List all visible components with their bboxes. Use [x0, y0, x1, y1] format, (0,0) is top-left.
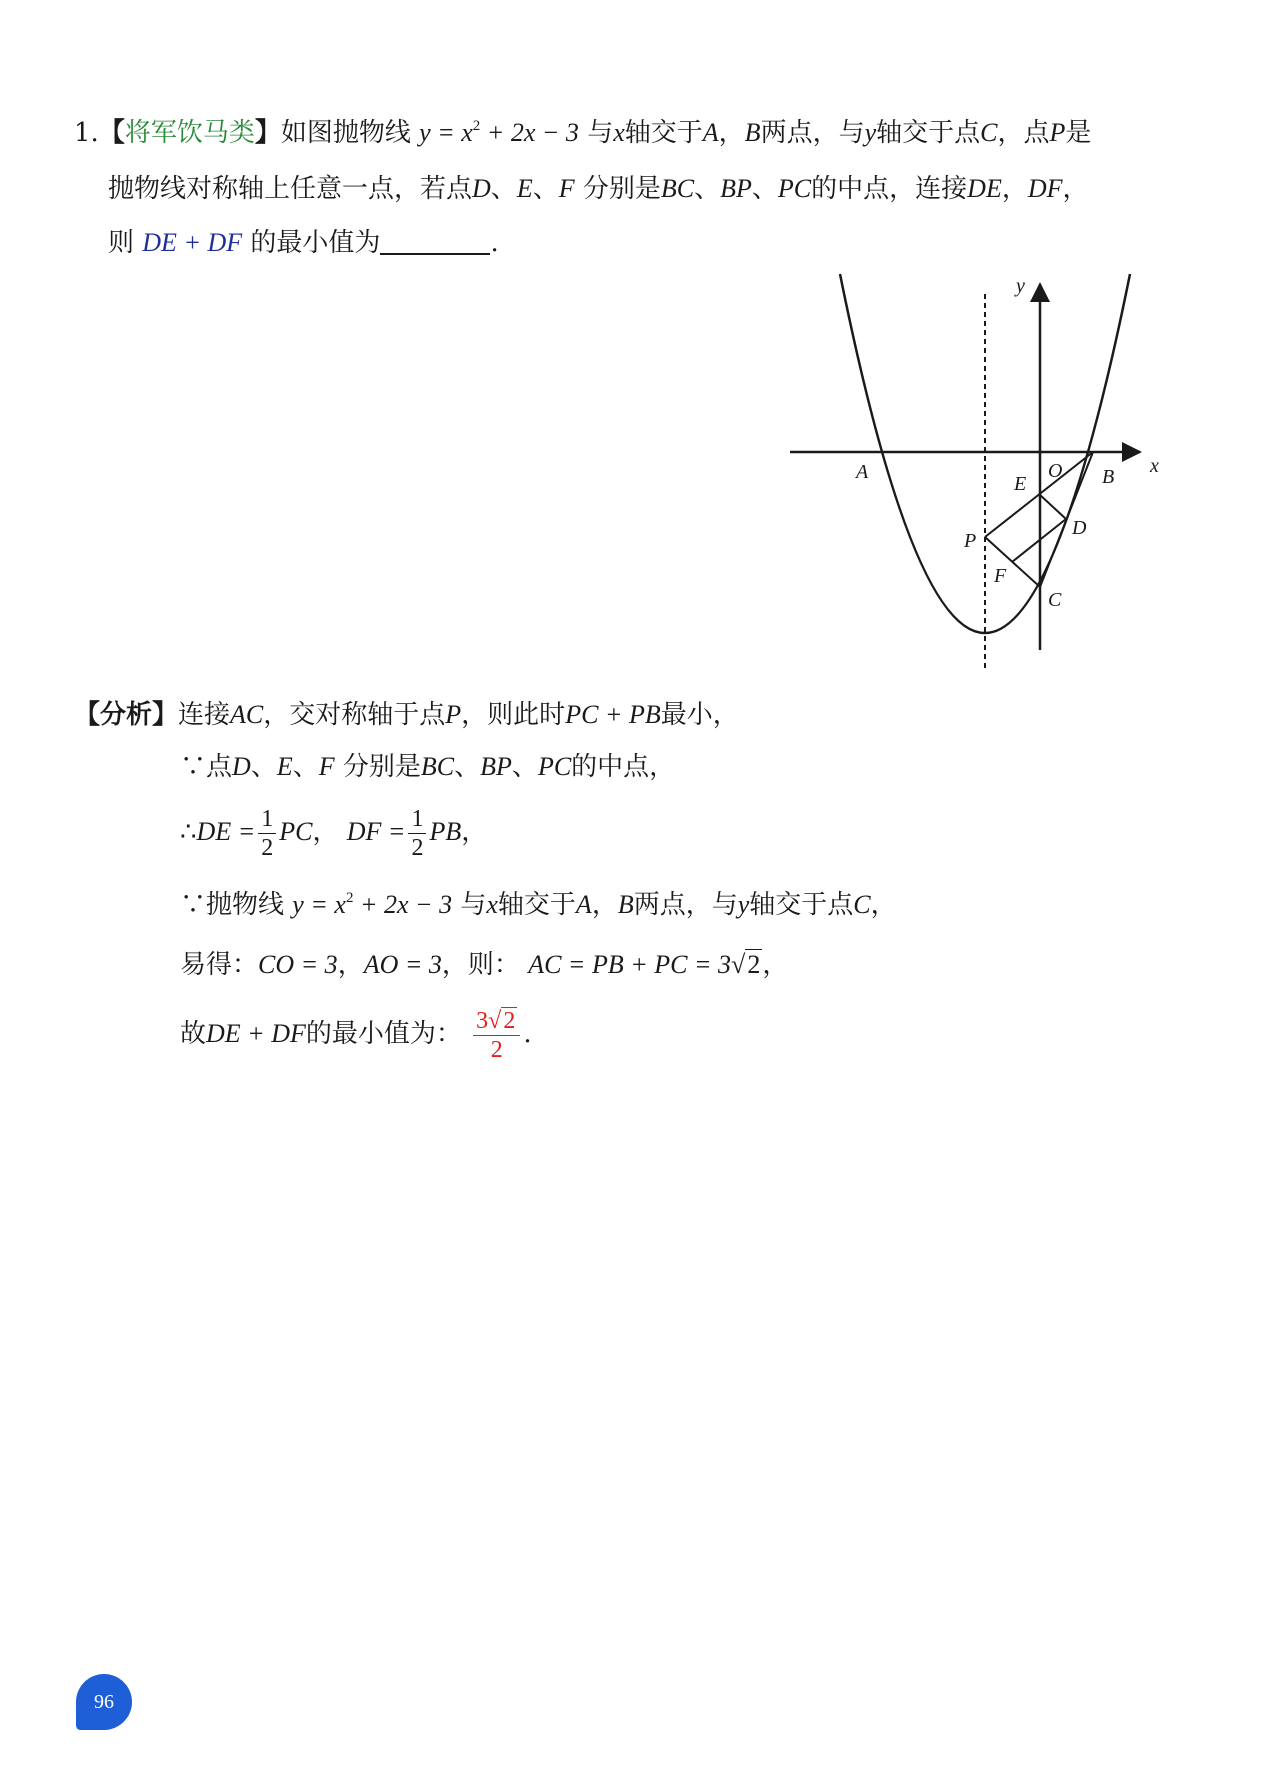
math: CO = 3 [258, 950, 338, 979]
numerator [473, 1007, 520, 1035]
text: . [523, 1019, 532, 1049]
denominator: 2 [258, 833, 276, 862]
analysis-line-2 [180, 750, 675, 784]
text: 两点，与 [633, 890, 738, 920]
math: y [864, 118, 877, 147]
text: 抛物线 [206, 890, 285, 920]
text: ， [461, 817, 488, 847]
math: y [737, 890, 750, 919]
text: ，交对称轴于点 [263, 700, 446, 730]
sqrt: √2 [731, 950, 761, 979]
answer-fraction [473, 1007, 520, 1064]
page-number: 96 [94, 1690, 114, 1713]
math: B [744, 118, 761, 147]
denominator: 2 [408, 833, 426, 862]
label-D: D [1072, 517, 1087, 539]
math: P [445, 700, 462, 729]
math: BP [720, 174, 752, 203]
math: C [980, 118, 998, 147]
because-symbol: ∵ [180, 752, 207, 782]
text: 、 [511, 752, 538, 782]
math: P [1049, 118, 1066, 147]
therefore-symbol: ∴ [180, 817, 197, 847]
math: y [292, 890, 304, 919]
math: C [853, 890, 871, 919]
text: ，则此时 [461, 700, 566, 730]
parabola-diagram [780, 272, 1180, 682]
text: 、 [751, 174, 778, 204]
math: x [486, 890, 498, 919]
because-symbol: ∵ [180, 890, 207, 920]
segment-DE [1039, 494, 1066, 519]
text: 轴交于点 [876, 118, 981, 148]
analysis-line-6 [180, 1002, 532, 1066]
text: 连接 [178, 700, 231, 730]
fraction-half [258, 805, 276, 862]
math: PC [537, 752, 572, 781]
text: . [490, 228, 499, 258]
text: 、 [292, 752, 319, 782]
text: 易得： [180, 950, 259, 980]
text: 与 [460, 890, 487, 920]
text: 的最小值为 [250, 228, 381, 258]
text: 轴交于点 [749, 890, 854, 920]
text: 、 [250, 752, 277, 782]
label-y: y [1016, 275, 1025, 297]
text: 如图抛物线 [280, 118, 411, 148]
text: 则 [108, 228, 135, 258]
exponent: 2 [472, 118, 481, 134]
math: BC [660, 174, 695, 203]
text: 轴交于 [497, 890, 576, 920]
text: 抛物线对称轴上任意一点，若点 [108, 174, 473, 204]
math: A [702, 118, 719, 147]
math: F [558, 174, 575, 203]
math: E [516, 174, 533, 203]
math: = x [303, 890, 346, 919]
text: 与 [587, 118, 614, 148]
math: BP [480, 752, 512, 781]
text: ， [718, 118, 745, 148]
problem-number: 1. [74, 118, 99, 148]
text: ，点 [997, 118, 1050, 148]
text: 的最小值为： [305, 1019, 462, 1049]
text: 、 [490, 174, 517, 204]
label-B: B [1102, 466, 1115, 488]
math: PC [777, 174, 812, 203]
math: DE + DF [206, 1019, 306, 1048]
page-number-badge [76, 1674, 132, 1730]
math: B [617, 890, 634, 919]
math: = x [430, 118, 473, 147]
label-P: P [964, 530, 977, 552]
text: 是 [1065, 118, 1092, 148]
text: ， [1062, 174, 1089, 204]
label-E: E [1014, 473, 1027, 495]
fraction-half [408, 805, 426, 862]
math: DE [967, 174, 1002, 203]
text: ， [762, 950, 789, 980]
problem-line-1 [74, 116, 1091, 150]
math: D [232, 752, 251, 781]
label-A: A [856, 461, 869, 483]
problem-line-2 [108, 172, 1089, 206]
radicand: 2 [747, 950, 761, 979]
math: A [575, 890, 592, 919]
text: ， [337, 950, 364, 980]
analysis-line-5 [180, 948, 788, 982]
text: 轴交于 [624, 118, 703, 148]
text: 两点，与 [760, 118, 865, 148]
numerator: 1 [261, 805, 274, 832]
math: AC [230, 700, 264, 729]
bracket-open: 【 [98, 118, 125, 148]
math: PC + PB [565, 700, 661, 729]
math: + 2x − 3 [480, 118, 579, 147]
math: DF [1027, 174, 1063, 203]
highlight-expression: DE + DF [142, 228, 243, 257]
math: DE = [196, 817, 256, 846]
text: ， [1001, 174, 1028, 204]
answer-blank [380, 227, 490, 255]
math: AC = PB + PC = 3 [528, 950, 732, 979]
text: 的中点，连接 [811, 174, 968, 204]
label-O: O [1048, 460, 1063, 482]
text: 、 [454, 752, 481, 782]
label-F: F [994, 565, 1007, 587]
sqrt: √2 [488, 1007, 516, 1034]
denominator: 2 [473, 1035, 520, 1064]
bracket-close: 】 [254, 118, 281, 148]
text: 最小， [660, 700, 739, 730]
analysis-line-3 [180, 800, 487, 864]
math: E [276, 752, 293, 781]
math: + 2x − 3 [353, 890, 453, 919]
text: 点 [206, 752, 233, 782]
math: y [419, 118, 431, 147]
text: ，则： [441, 950, 520, 980]
analysis-line-1 [74, 698, 739, 732]
math: BC [420, 752, 455, 781]
math: x [613, 118, 625, 147]
problem-category: 将军饮马类 [124, 118, 255, 148]
analysis-heading: 【分析】 [74, 700, 179, 730]
text: 故 [180, 1019, 207, 1049]
text: 分别是 [342, 752, 421, 782]
parabola-curve [840, 274, 1130, 633]
exponent: 2 [345, 890, 354, 906]
math: PC [279, 817, 313, 846]
math: PB [429, 817, 462, 846]
label-x: x [1150, 455, 1159, 477]
math: DF = [346, 817, 406, 846]
math: AO = 3 [363, 950, 442, 979]
text: 分别是 [582, 174, 661, 204]
text: 、 [532, 174, 559, 204]
analysis-line-4 [180, 888, 897, 922]
math: F [318, 752, 335, 781]
text: 、 [694, 174, 721, 204]
radicand: 2 [503, 1007, 516, 1034]
numerator: 1 [411, 805, 424, 832]
math: D [472, 174, 491, 203]
text: ， [870, 890, 897, 920]
coefficient: 3 [476, 1007, 489, 1034]
problem-line-3 [108, 226, 499, 260]
text: ， [591, 890, 618, 920]
text: 的中点， [571, 752, 676, 782]
text: ， [312, 817, 339, 847]
label-C: C [1048, 589, 1062, 611]
